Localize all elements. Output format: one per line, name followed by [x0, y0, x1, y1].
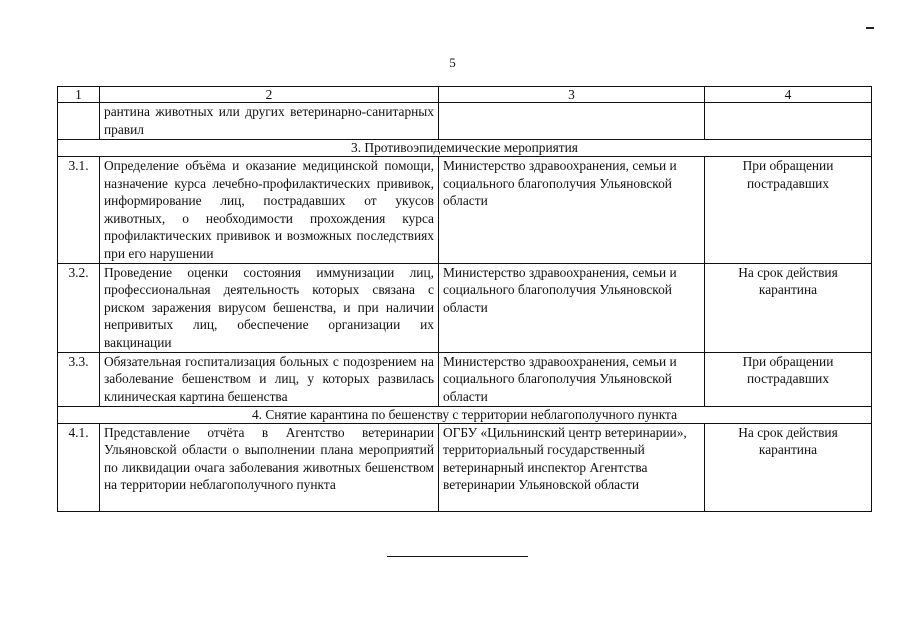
table-row: [58, 423, 872, 511]
measure-description: Представление отчёта в Агентство ветеринарии Ульяновской области о выполнении плана мероприятий по ликвидации очага заболевания животных бешенством на территории неблагополучного пункта: [100, 423, 439, 511]
responsible-party: Министерство здравоохранения, семьи и социального благополучия Ульяновской области: [439, 263, 705, 352]
column-header: 3: [439, 87, 705, 103]
table-row: [58, 352, 872, 406]
row-number: 3.2.: [58, 263, 100, 352]
execution-term: При обращении пострадавших: [705, 352, 872, 406]
section-title: 3. Противоэпидемические мероприятия: [58, 140, 872, 157]
table-header-row: [58, 87, 872, 103]
table-row: [58, 157, 872, 264]
row-number: 3.1.: [58, 157, 100, 264]
responsible-party: Министерство здравоохранения, семьи и социального благополучия Ульяновской области: [439, 352, 705, 406]
row-number: 3.3.: [58, 352, 100, 406]
column-header: 4: [705, 87, 872, 103]
corner-mark: [866, 27, 874, 29]
page-number: 5: [449, 55, 456, 70]
measure-description: Определение объёма и оказание медицинской помощи, назначение курса лечебно-профилактических прививок, информирование лиц, пострадавших от укусов животных, о необходимости прохождения курса профилактических прививок и возможных последствиях при его нарушении: [100, 157, 439, 264]
measure-description: Проведение оценки состояния иммунизации лиц, профессиональная деятельность которых связана с риском заражения вирусом бешенства, и при наличии непривитых лиц, обеспечение организации их вакцинации: [100, 263, 439, 352]
execution-term: На срок действия карантина: [705, 263, 872, 352]
table-row: [58, 263, 872, 352]
measure-description: рантина животных или других ветеринарно-санитарных правил: [100, 103, 439, 140]
responsible-party: ОГБУ «Цильнинский центр ветеринарии», территориальный государственный ветеринарный инспектор Агентства ветеринарии Ульяновской области: [439, 423, 705, 511]
section-title: 4. Снятие карантина по бешенству с территории неблагополучного пункта: [58, 406, 872, 423]
column-header: 2: [100, 87, 439, 103]
section-row: [58, 140, 872, 157]
measures-table: [57, 86, 872, 512]
execution-term: [705, 103, 872, 140]
column-header: 1: [58, 87, 100, 103]
measure-description: Обязательная госпитализация больных с подозрением на заболевание бешенством и лиц, у которых развилась клиническая картина бешенства: [100, 352, 439, 406]
row-number: [58, 103, 100, 140]
execution-term: При обращении пострадавших: [705, 157, 872, 264]
responsible-party: Министерство здравоохранения, семьи и социального благополучия Ульяновской области: [439, 157, 705, 264]
responsible-party: [439, 103, 705, 140]
execution-term: На срок действия карантина: [705, 423, 872, 511]
table-row: [58, 103, 872, 140]
section-row: [58, 406, 872, 423]
row-number: 4.1.: [58, 423, 100, 511]
bottom-divider: [387, 556, 528, 557]
